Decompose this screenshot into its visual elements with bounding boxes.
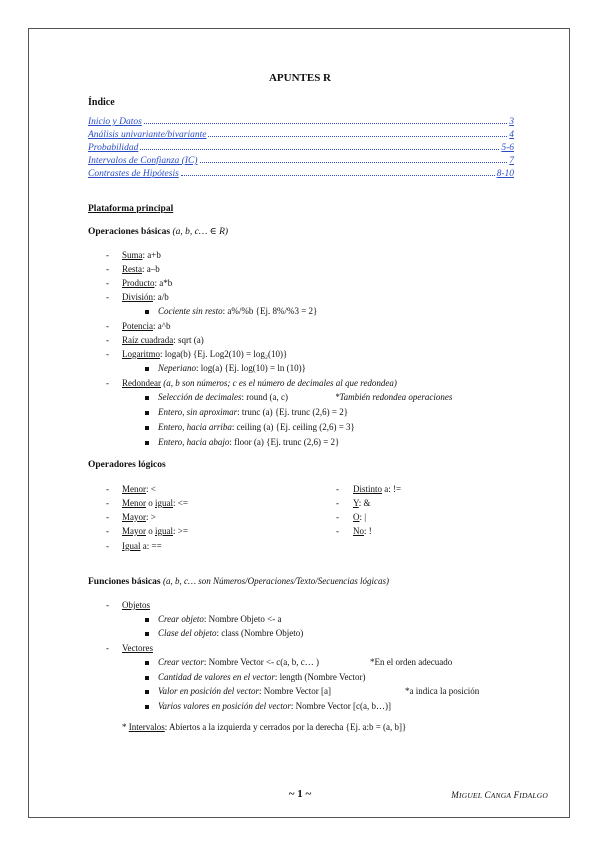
toc-entry-analisis[interactable] xyxy=(88,127,514,140)
page-number: ~ 1 ~ xyxy=(288,788,312,800)
toc-entry-probabilidad[interactable] xyxy=(88,140,514,153)
fn-value: : Nombre Vector <- c(a, b, c… ) xyxy=(203,657,320,667)
vectors-heading: Vectores xyxy=(122,643,153,653)
op-value: : a/b xyxy=(153,292,169,302)
toc-label[interactable]: Análisis univariante/bivariante xyxy=(88,130,207,140)
logic-heading: Operadores lógicos xyxy=(88,460,166,470)
functions-note: (a, b, c… son Números/Operaciones/Texto/Secuencias lógicas) xyxy=(162,576,390,586)
obj-create xyxy=(158,614,281,624)
list-dash: - xyxy=(336,512,339,522)
list-dash: - xyxy=(336,526,339,536)
fn-value: : class (Nombre Objeto) xyxy=(216,628,304,638)
op-value: : a*b xyxy=(154,278,173,288)
ops-heading-line xyxy=(88,226,228,237)
op-division xyxy=(122,292,169,302)
op-name: Potencia xyxy=(122,321,153,331)
index-heading: Índice xyxy=(88,97,115,108)
bullet-square xyxy=(145,618,149,622)
intervals-value: : Abiertos a la izquierda y cerrados por la derecha {Ej. a:b = (a, b]} xyxy=(164,722,407,732)
intervals-note xyxy=(122,722,406,732)
op-neperiano xyxy=(158,363,306,373)
bullet-square xyxy=(145,690,149,694)
toc-page[interactable]: 5-6 xyxy=(501,143,514,153)
list-dash: - xyxy=(106,264,109,274)
logic-mayor xyxy=(122,512,156,522)
toc-leader xyxy=(181,175,495,176)
toc-entry-inicio[interactable] xyxy=(88,114,514,127)
list-dash: - xyxy=(106,600,109,610)
toc-entry-contrastes[interactable] xyxy=(88,166,514,179)
logic-op-join: o xyxy=(146,498,155,508)
author-initial: F xyxy=(513,790,520,800)
logic-op-name: Y xyxy=(353,498,359,508)
op-resta xyxy=(122,264,160,274)
toc-leader xyxy=(208,136,507,137)
logic-op-name2: igual xyxy=(155,498,173,508)
op-sub-value: : log(a) {Ej. log(10) = ln (10)} xyxy=(196,363,306,373)
op-value: : a–b xyxy=(142,264,160,274)
list-dash: - xyxy=(106,484,109,494)
logic-mayor-igual xyxy=(122,526,188,536)
logic-op-value: a: != xyxy=(382,484,402,494)
logic-op-value: : >= xyxy=(173,526,188,536)
op-round xyxy=(158,392,288,402)
toc-label[interactable]: Intervalos de Confianza (IC) xyxy=(88,156,198,166)
bullet-square xyxy=(145,396,149,400)
op-sub-name: Entero, sin aproximar xyxy=(158,407,238,417)
functions-heading-line xyxy=(88,576,389,587)
op-name: División xyxy=(122,292,154,302)
obj-class xyxy=(158,628,303,638)
bullet-square xyxy=(145,411,149,415)
op-sub-name: Neperiano xyxy=(158,363,196,373)
op-potencia xyxy=(122,321,170,331)
logic-op-value: : | xyxy=(359,512,367,522)
fn-name: Valor en posición del vector xyxy=(158,686,259,696)
author-rest: IDALGO xyxy=(519,791,548,800)
author-rest: IGUEL xyxy=(459,791,483,800)
logic-menor-igual xyxy=(122,498,188,508)
intervals-name: Intervalos xyxy=(128,722,165,732)
logic-op-name: Menor xyxy=(122,484,146,494)
list-dash: - xyxy=(106,349,109,359)
op-name: Logaritmo xyxy=(122,349,160,359)
vec-multi xyxy=(158,701,391,711)
logic-op-join: o xyxy=(146,526,155,536)
op-sub-name: Entero, hacia arriba xyxy=(158,422,232,432)
op-redondear xyxy=(122,378,397,388)
logic-op-name: Igual xyxy=(122,541,141,551)
list-dash: - xyxy=(106,541,109,551)
op-sub-name: Selección de decimales xyxy=(158,392,242,402)
op-value: : a^b xyxy=(153,321,171,331)
objects-heading: Objetos xyxy=(122,600,150,610)
logic-op-name: Menor xyxy=(122,498,146,508)
logic-igual xyxy=(122,541,162,551)
fn-value: : Nombre Vector [c(a, b…)] xyxy=(290,701,391,711)
op-name: Producto xyxy=(122,278,155,288)
op-value: : sqrt (a) xyxy=(173,335,204,345)
list-dash: - xyxy=(106,250,109,260)
op-suma xyxy=(122,250,161,260)
vec-create-note: *En el orden adecuado xyxy=(370,657,453,667)
author-initial: M xyxy=(451,790,459,800)
op-round-note: *También redondea operaciones xyxy=(335,392,453,402)
ops-note: (a, b, c… ∈ R) xyxy=(172,227,229,237)
list-dash: - xyxy=(106,278,109,288)
op-sub-value: : round (a, c) xyxy=(241,392,288,402)
author-name xyxy=(451,790,548,800)
logic-distinto xyxy=(353,484,401,494)
logic-op-value: : > xyxy=(146,512,156,522)
bullet-square xyxy=(145,676,149,680)
op-sub-value: : trunc (a) {Ej. trunc (2,6) = 2} xyxy=(237,407,349,417)
logic-o xyxy=(353,512,366,522)
bullet-square xyxy=(145,426,149,430)
logic-op-value: : <= xyxy=(173,498,188,508)
toc-leader xyxy=(144,123,507,124)
op-sub-name: Entero, hacia abajo xyxy=(158,437,230,447)
op-value: : a+b xyxy=(142,250,161,260)
vec-pos-note: *a indica la posición xyxy=(405,686,480,696)
vec-pos xyxy=(158,686,331,696)
toc-label[interactable]: Inicio y Datos xyxy=(88,117,142,127)
op-logaritmo xyxy=(122,349,287,359)
list-dash: - xyxy=(106,643,109,653)
toc-page[interactable]: 4 xyxy=(509,130,514,140)
op-floor xyxy=(158,437,339,447)
toc-entry-intervalos[interactable] xyxy=(88,153,514,166)
fn-name: Crear vector xyxy=(158,657,204,667)
op-trunc xyxy=(158,407,348,417)
toc-leader xyxy=(200,162,508,163)
author-rest: ANGA xyxy=(490,791,512,800)
fn-name: Cantidad de valores en el vector xyxy=(158,672,275,682)
toc-leader xyxy=(140,149,499,150)
bullet-square xyxy=(145,367,149,371)
list-dash: - xyxy=(336,484,339,494)
logic-op-value: a: == xyxy=(140,541,162,551)
bullet-square xyxy=(145,441,149,445)
logic-no xyxy=(353,526,372,536)
toc-page[interactable]: 3 xyxy=(509,117,514,127)
bullet-square xyxy=(145,661,149,665)
logic-op-name: Distinto xyxy=(353,484,383,494)
list-dash: - xyxy=(106,498,109,508)
vec-count xyxy=(158,672,365,682)
logic-op-value: : < xyxy=(146,484,156,494)
op-note: (a, b son números; c es el número de decimales al que redondea) xyxy=(160,378,397,388)
bullet-square xyxy=(145,632,149,636)
author-initial: C xyxy=(484,790,491,800)
op-cociente xyxy=(158,306,317,316)
op-name: Redondear xyxy=(122,378,161,388)
toc-page[interactable]: 7 xyxy=(509,156,514,166)
list-dash: - xyxy=(106,378,109,388)
functions-heading: Funciones básicas xyxy=(88,577,161,587)
fn-value: : Nombre Vector [a] xyxy=(258,686,332,696)
logic-op-value: : ! xyxy=(364,526,372,536)
toc-label[interactable]: Contrastes de Hipótesis xyxy=(88,169,179,179)
logic-op-value: : & xyxy=(358,498,371,508)
op-ceiling xyxy=(158,422,355,432)
toc-label[interactable]: Probabilidad xyxy=(88,143,139,153)
list-dash: - xyxy=(336,498,339,508)
op-name: Raíz cuadrada xyxy=(122,335,174,345)
op-sub-value: : floor (a) {Ej. trunc (2,6) = 2} xyxy=(229,437,340,447)
op-value: : loga(b) {Ej. Log2(10) = log₂(10)} xyxy=(160,349,288,359)
logic-op-name: O xyxy=(353,512,360,522)
op-producto xyxy=(122,278,172,288)
fn-value: : length (Nombre Vector) xyxy=(274,672,366,682)
toc-page[interactable]: 8-10 xyxy=(496,169,514,179)
fn-name: Varios valores en posición del vector xyxy=(158,701,291,711)
vec-create xyxy=(158,657,319,667)
list-dash: - xyxy=(106,512,109,522)
logic-op-name: Mayor xyxy=(122,512,146,522)
list-dash: - xyxy=(106,321,109,331)
logic-op-name: Mayor xyxy=(122,526,146,536)
logic-op-name2: igual xyxy=(155,526,173,536)
logic-op-name: No xyxy=(353,526,364,536)
op-sub-value: : a%/%b {Ej. 8%/%3 = 2} xyxy=(222,306,318,316)
op-name: Suma xyxy=(122,250,143,260)
ops-heading: Operaciones básicas xyxy=(88,227,171,237)
bullet-square xyxy=(145,705,149,709)
logic-menor xyxy=(122,484,156,494)
doc-title: APUNTES R xyxy=(268,72,332,84)
list-dash: - xyxy=(106,292,109,302)
fn-name: Clase del objeto xyxy=(158,628,217,638)
bullet-square xyxy=(145,310,149,314)
intervals-star: * xyxy=(122,722,129,732)
list-dash: - xyxy=(106,526,109,536)
platform-heading: Plataforma principal xyxy=(88,204,174,214)
list-dash: - xyxy=(106,335,109,345)
fn-value: : Nombre Objeto <- a xyxy=(203,614,282,624)
op-sub-value: : ceiling (a) {Ej. ceiling (2,6) = 3} xyxy=(231,422,355,432)
op-raiz xyxy=(122,335,204,345)
logic-y xyxy=(353,498,370,508)
op-sub-name: Cociente sin resto xyxy=(158,306,223,316)
fn-name: Crear objeto xyxy=(158,614,204,624)
op-name: Resta xyxy=(122,264,142,274)
